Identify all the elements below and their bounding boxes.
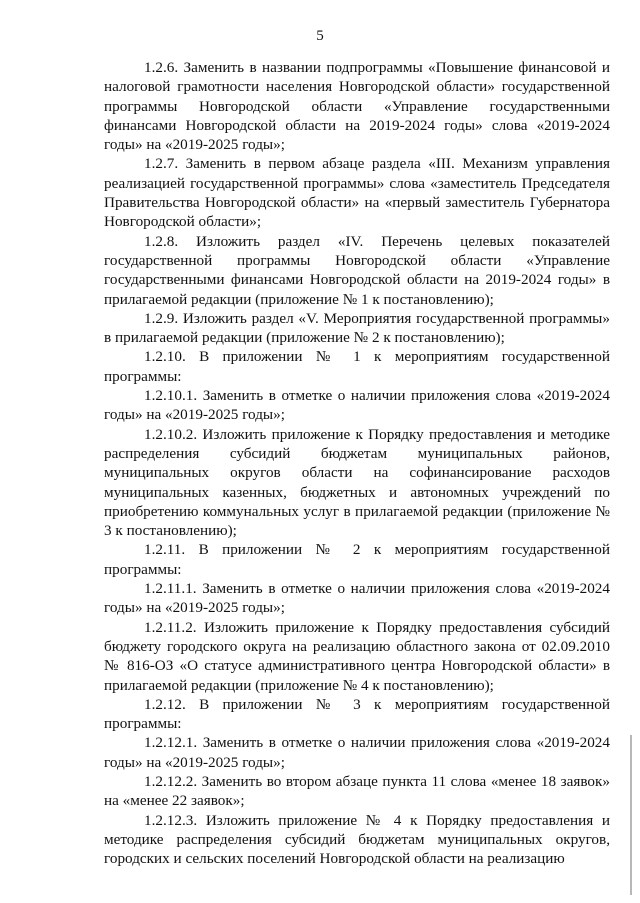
- scan-edge-line: [630, 735, 632, 895]
- paragraph-1-2-11-2: 1.2.11.2. Изложить приложение к Порядку предоставления субсидий бюджету городского округа на реализацию областного закона от 02.09.2010 № 816-ОЗ «О статусе административного центра Новгородской области» в прилагаемой редакции (приложение № 4 к постановлению);: [104, 618, 610, 694]
- paragraph-1-2-12-3: 1.2.12.3. Изложить приложение № 4 к Порядку предоставления и методике распределения субсидий бюджетам муниципальных округов, городских и сельских поселений Новгородской области на реализацию: [104, 811, 610, 868]
- paragraph-1-2-12-1: 1.2.12.1. Заменить в отметке о наличии приложения слова «2019-2024 годы» на «2019-2025 годы»;: [104, 734, 610, 771]
- paragraph-1-2-9: 1.2.9. Изложить раздел «V. Мероприятия государственной программы» в прилагаемой редакции (приложение № 2 к постановлению);: [104, 309, 610, 347]
- paragraph-1-2-7: 1.2.7. Заменить в первом абзаце раздела «III. Механизм управления реализацией государственной программы» слова «заместитель Председателя Правительства Новгородской области» на «первый заместитель Губернатора Новгородской области»;: [104, 155, 610, 231]
- page-number: 5: [316, 28, 324, 44]
- document-body: [104, 58, 610, 868]
- paragraph-1-2-12-2: 1.2.12.2. Заменить во втором абзаце пункта 11 слова «менее 18 заявок» на «менее 22 заявок»;: [104, 772, 610, 810]
- paragraph-1-2-10-1: 1.2.10.1. Заменить в отметке о наличии приложения слова «2019-2024 годы» на «2019-2025 годы»;: [104, 387, 610, 424]
- paragraph-1-2-10-2: 1.2.10.2. Изложить приложение к Порядку предоставления и методике распределения субсидий бюджетам муниципальных районов, муниципальных округов области на софинансирование расходов муниципальных казенных, бюджетных и автономных учреждений по приобретению коммунальных услуг в прилагаемой редакции (приложение № 3 к постановлению);: [104, 425, 610, 540]
- paragraph-1-2-11-1: 1.2.11.1. Заменить в отметке о наличии приложения слова «2019-2024 годы» на «2019-2025 годы»;: [104, 580, 610, 617]
- paragraph-1-2-12: 1.2.12. В приложении № 3 к мероприятиям государственной программы:: [104, 695, 610, 733]
- paragraph-1-2-6: 1.2.6. Заменить в названии подпрограммы «Повышение финансовой и налоговой грамотности населения Новгородской области» государственной программы Новгородской области «Управление государственными финансами Новгородской области на 2019-2024 годы» слова «2019-2024 годы» на «2019-2025 годы»;: [104, 59, 610, 154]
- paragraph-1-2-11: 1.2.11. В приложении № 2 к мероприятиям государственной программы:: [104, 541, 610, 578]
- paragraph-1-2-8: 1.2.8. Изложить раздел «IV. Перечень целевых показателей государственной программы Новгородской области «Управление государственными финансами Новгородской области на 2019-2024 годы» в прилагаемой редакции (приложение № 1 к постановлению);: [104, 232, 610, 308]
- paragraph-1-2-10: 1.2.10. В приложении № 1 к мероприятиям государственной программы:: [104, 348, 610, 385]
